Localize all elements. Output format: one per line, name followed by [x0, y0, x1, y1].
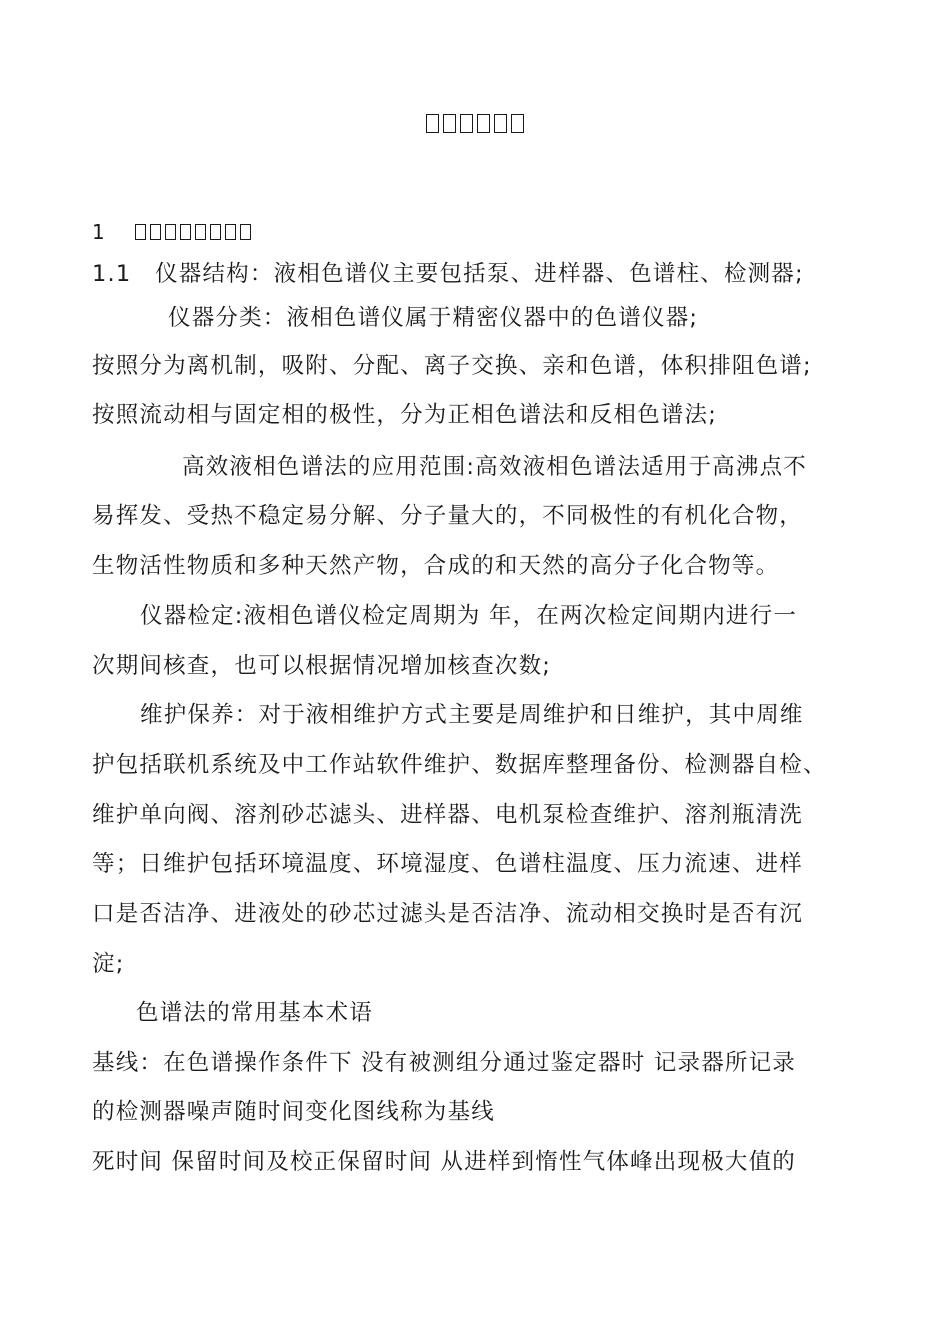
body-line: 基线：在色谱操作条件下 没有被测组分通过鉴定器时 记录器所记录 [92, 1050, 797, 1076]
section-heading [92, 220, 253, 244]
missing-glyph-box [240, 224, 251, 240]
body-line: 维护保养：对于液相维护方式主要是周维护和日维护，其中周维 [140, 702, 804, 728]
missing-glyph-box [477, 114, 490, 133]
document-title [0, 110, 950, 135]
missing-glyph-box [150, 224, 161, 240]
body-line: 护包括联机系统及中工作站软件维护、数据库整理备份、检测器自检、 [92, 752, 827, 778]
body-line: 生物活性物质和多种天然产物，合成的和天然的高分子化合物等。 [92, 553, 780, 579]
body-line: 维护单向阀、溶剂砂芯滤头、进样器、电机泵检查维护、溶剂瓶清洗 [92, 802, 804, 828]
body-line: 易挥发、受热不稳定易分解、分子量大的，不同极性的有机化合物， [92, 503, 804, 529]
body-line: 口是否洁净、进液处的砂芯过滤头是否洁净、流动相交换时是否有沉 [92, 901, 804, 927]
missing-glyph-box [210, 224, 221, 240]
section-number: 1 [92, 220, 105, 244]
body-line: 按照流动相与固定相的极性，分为正相色谱法和反相色谱法; [92, 402, 717, 428]
body-line: 1.1 仪器结构：液相色谱仪主要包括泵、进样器、色谱柱、检测器; [92, 261, 804, 287]
body-line: 按照分为离机制，吸附、分配、离子交换、亲和色谱，体积排阻色谱; [92, 353, 812, 379]
missing-glyph-box [426, 114, 439, 133]
body-line: 仪器分类：液相色谱仪属于精密仪器中的色谱仪器; [168, 305, 699, 331]
body-line: 的检测器噪声随时间变化图线称为基线 [92, 1099, 495, 1125]
missing-glyph-box [180, 224, 191, 240]
missing-glyph-box [511, 114, 524, 133]
body-line: 死时间 保留时间及校正保留时间 从进样到惰性气体峰出现极大值的 [92, 1149, 797, 1175]
body-line: 高效液相色谱法的应用范围:高效液相色谱法适用于高沸点不 [182, 454, 807, 480]
missing-glyph-box [135, 224, 146, 240]
body-line: 色谱法的常用基本术语 [136, 1000, 374, 1026]
missing-glyph-box [195, 224, 206, 240]
body-line: 等；日维护包括环境温度、环境湿度、色谱柱温度、压力流速、进样 [92, 851, 804, 877]
missing-glyph-box [165, 224, 176, 240]
body-line: 次期间核查，也可以根据情况增加核查次数; [92, 653, 552, 679]
body-line: 仪器检定:液相色谱仪检定周期为 年，在两次检定间期内进行一 [140, 603, 798, 629]
missing-glyph-box [494, 114, 507, 133]
body-line: 淀; [92, 951, 125, 977]
missing-glyph-box [443, 114, 456, 133]
missing-glyph-box [225, 224, 236, 240]
missing-glyph-box [460, 114, 473, 133]
